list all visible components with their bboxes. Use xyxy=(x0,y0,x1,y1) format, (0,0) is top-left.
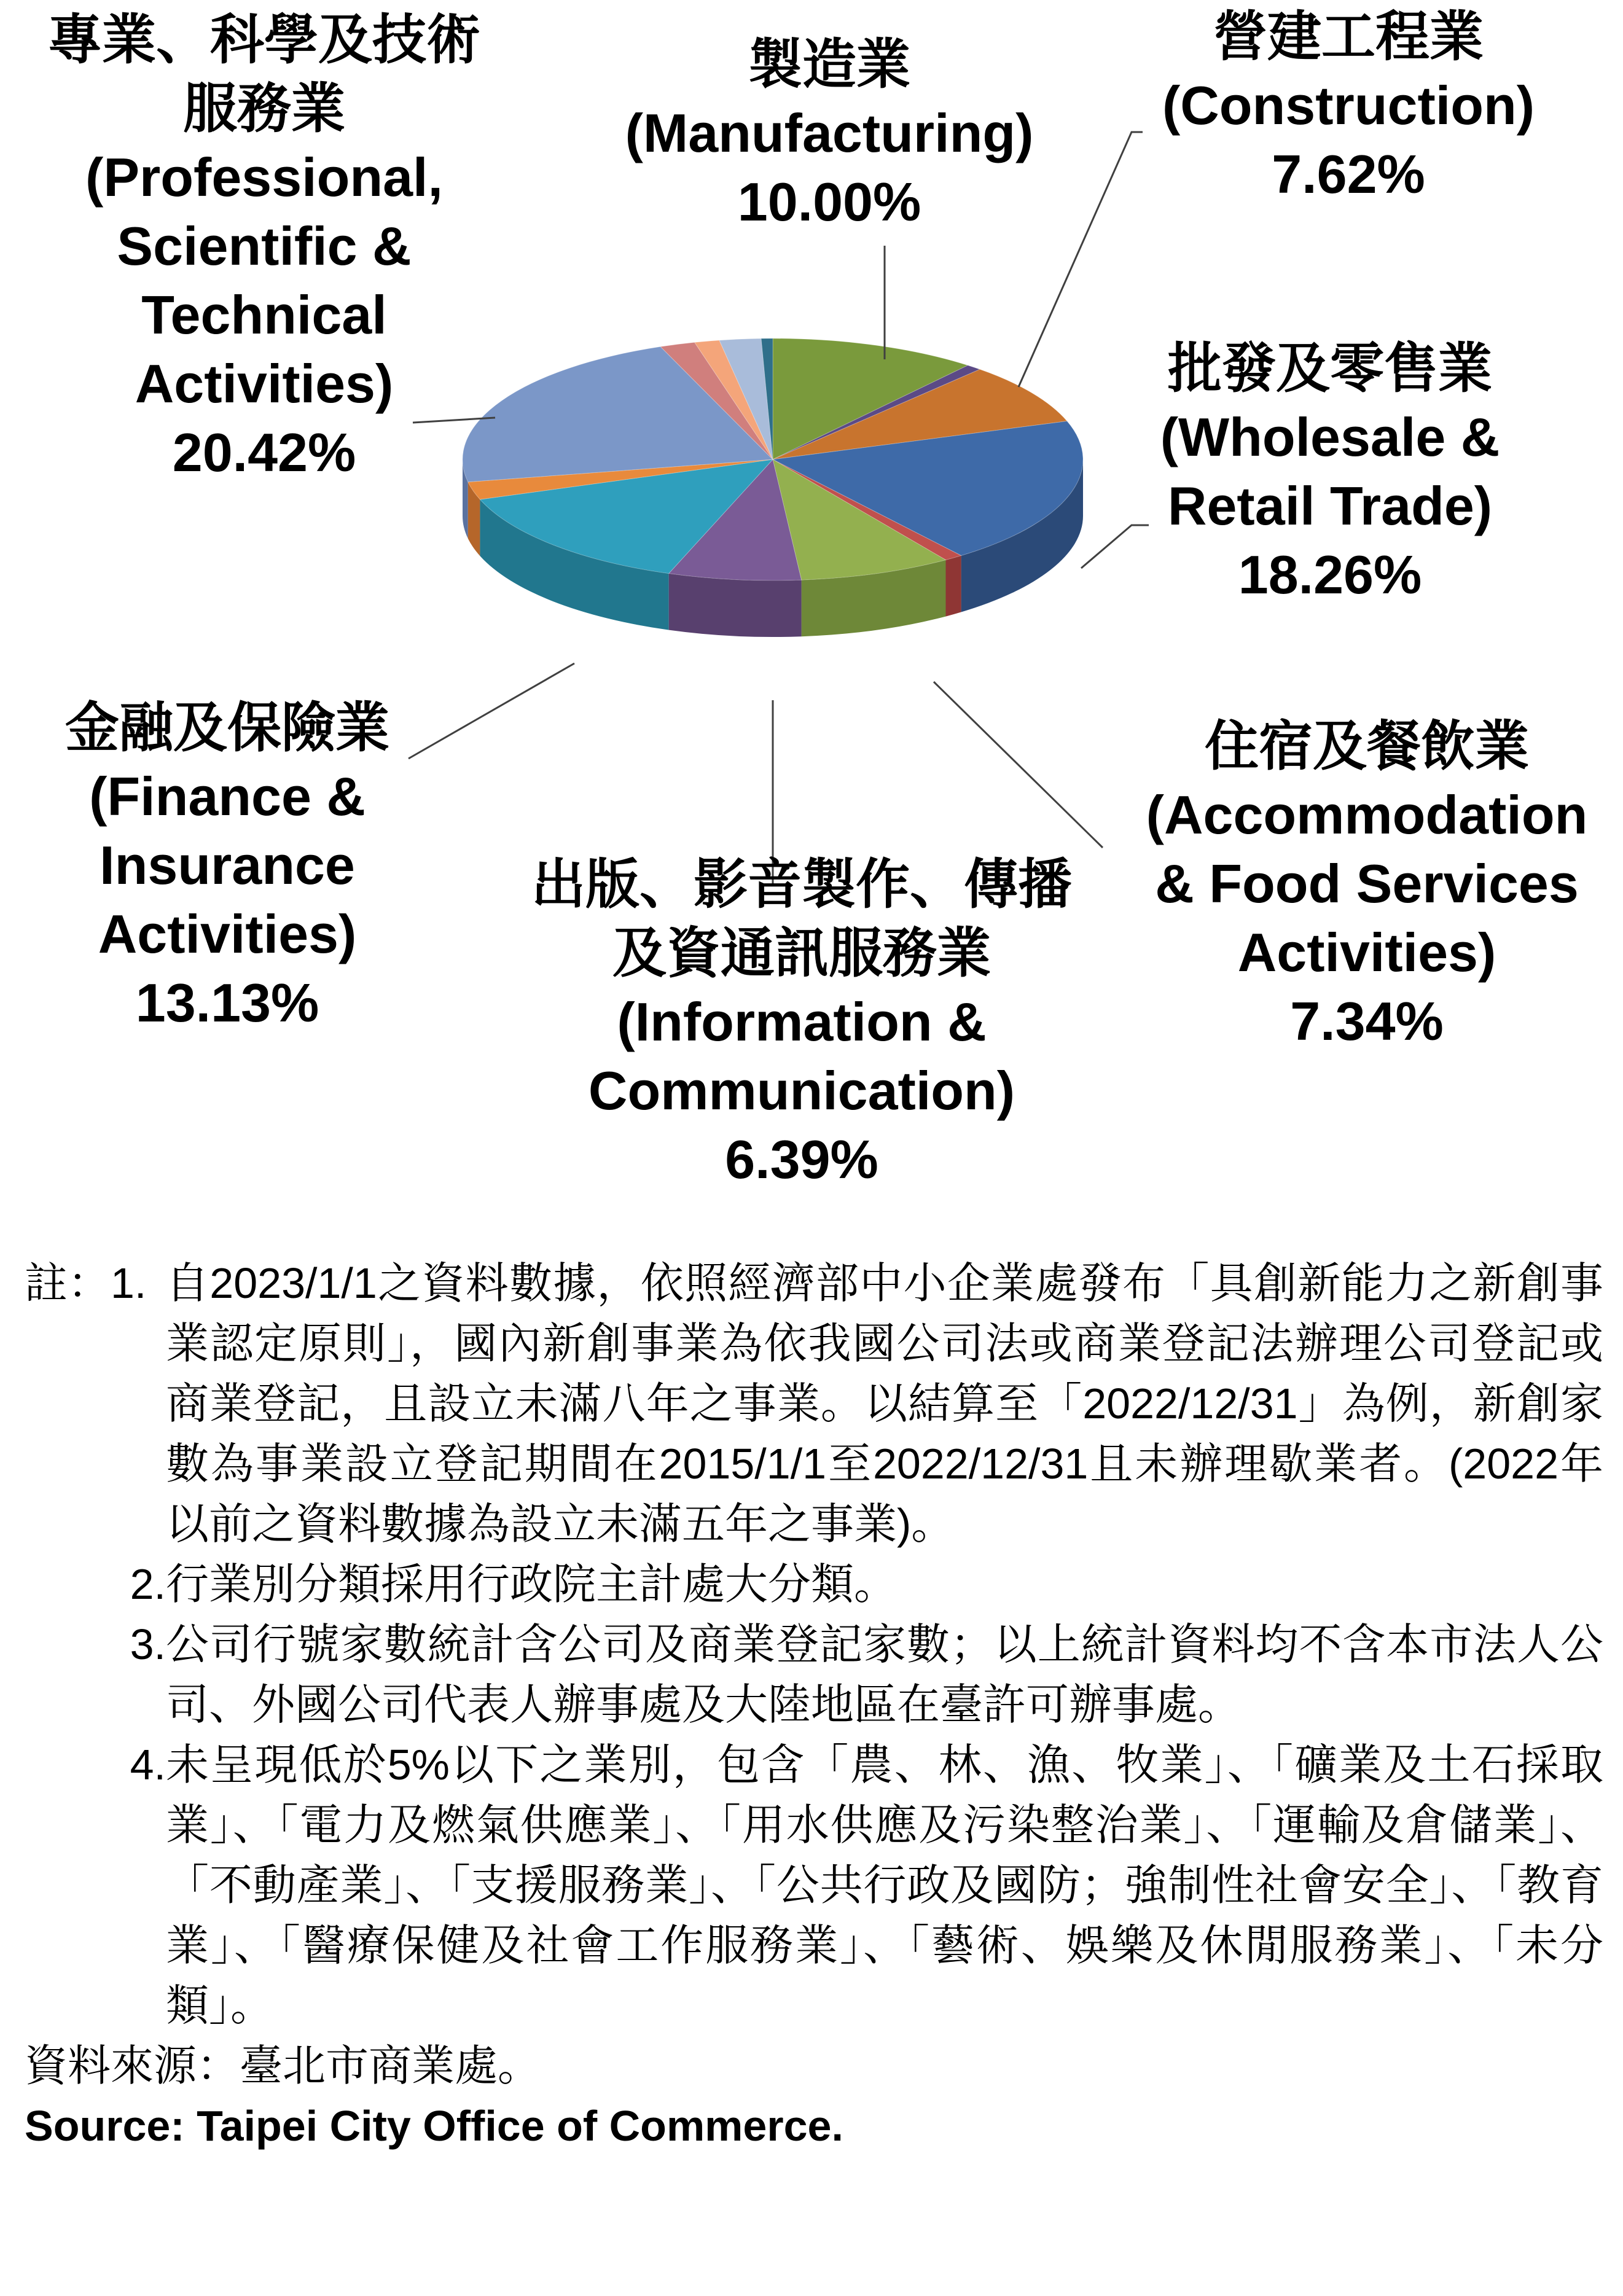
data-label: 批發及零售業(Wholesale & Retail Trade) 18.26% xyxy=(1160,338,1500,605)
note-4 xyxy=(25,1735,1603,2036)
note-number: 1. xyxy=(111,1259,147,1307)
data-label: 營建工程業(Construction) 7.62% xyxy=(1162,6,1535,205)
leader-line xyxy=(409,663,574,759)
pie-side-出版、影音製作、傳播及資通訊服務業 xyxy=(669,574,802,637)
data-label: 製造業(Manufacturing) 10.00% xyxy=(625,34,1034,232)
note-text: 行業別分類採用行政院主計處大分類。 xyxy=(166,1560,897,1608)
note-number: 2. xyxy=(130,1560,166,1608)
source-zh: 資料來源：臺北市商業處。 xyxy=(25,2042,541,2090)
leader-line xyxy=(1081,525,1149,568)
note-text: 公司行號家數統計含公司及商業登記家數；以上統計資料均不含本市法人公司、外國公司代表人辦事處及大陸地區在臺許可辦事處。 xyxy=(166,1620,1603,1728)
data-label: 專業、科學及技術服務業(Professional, Scientific & Technical Activities) 20.42% xyxy=(47,9,481,483)
notes-section xyxy=(25,1253,1603,2156)
notes-prefix: 註： xyxy=(25,1259,111,1307)
data-label: 出版、影音製作、傳播及資通訊服務業(Information & Communication) 6.39% xyxy=(531,854,1073,1190)
data-label: 住宿及餐飲業(Accommodation & Food Services Activities) 7.34% xyxy=(1146,716,1588,1052)
pie-top-faces xyxy=(463,338,1083,580)
pie-side-unlabeled-b xyxy=(946,556,961,617)
note-text: 未呈現低於5%以下之業別，包含「農、林、漁、牧業」、「礦業及土石採取業」、「電力及燃氣供應業」、「用水供應及污染整治業」、「運輸及倉儲業」、「不動產業」、「支援服務業」、「公共行政及國防；強制性社會安全」、「教育業」、「醫療保健及社會工作服務業」、「藝術、娛樂及休閒服務業」、「未分類」。 xyxy=(166,1741,1603,2029)
note-2 xyxy=(25,1554,1603,1614)
note-number: 4. xyxy=(130,1741,166,1789)
source-en: Source: Taipei City Office of Commerce. xyxy=(25,2102,843,2150)
leader-line xyxy=(1019,132,1143,387)
data-label: 金融及保險業(Finance & Insurance Activities) 13.13% xyxy=(65,697,390,1033)
note-3 xyxy=(25,1614,1603,1735)
note-text: 自2023/1/1之資料數據，依照經濟部中小企業處發布「具創新能力之新創事業認定原則」，國內新創事業為依我國公司法或商業登記法辦理公司登記或商業登記，且設立未滿八年之事業。以結算至「2022/12/31」為例，新創家數為事業設立登記期間在2015/1/1至2022/12/31且未辦理歇業者。(2022年以前之資料數據為設立未滿五年之事業)。 xyxy=(166,1259,1603,1548)
note-1 xyxy=(25,1253,1603,1554)
note-number: 3. xyxy=(130,1620,166,1668)
leader-line xyxy=(934,682,1103,848)
